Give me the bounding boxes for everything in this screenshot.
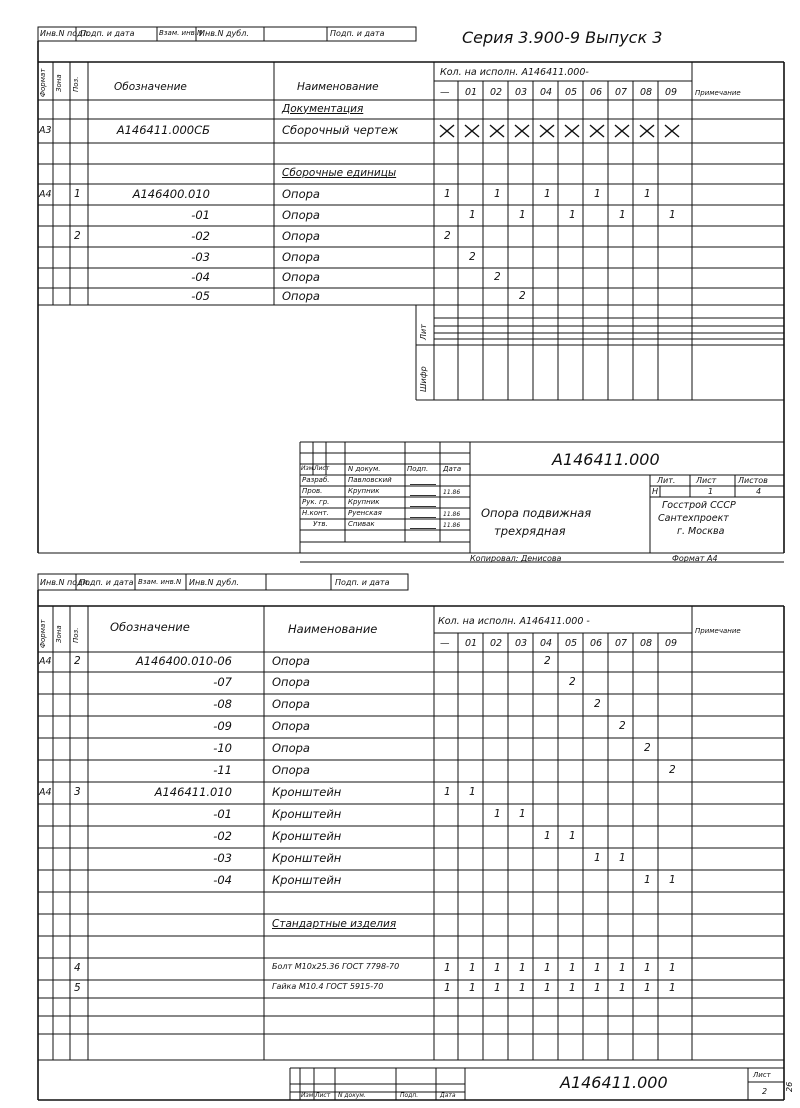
qty-cell: 2 [594,698,601,710]
qty-cell: 1 [644,962,651,974]
qty-cell: 1 [669,874,676,886]
row-format: А3 [39,125,52,136]
row-name: Кронштейн [272,785,342,799]
row-name: Документация [282,102,364,115]
tb-sheets-label: Листов [738,476,768,485]
row-designation: -05 [191,288,210,303]
row-name: Болт М10х25.36 ГОСТ 7798-70 [272,962,400,971]
tb-role-5: Утв. [313,520,328,528]
tb-title-line2: трехрядная [494,524,566,538]
ft-col-sign: Подп. [400,1092,419,1099]
variant-header-5: 05 [565,87,578,98]
variant-header-2: 02 [490,638,503,649]
ft-col-izm: Изм. [301,1092,316,1099]
row-name: Опора [282,228,320,243]
stamp2-inv-podl: Инв.N подл. [40,578,91,587]
col-designation: Обозначение [114,81,187,93]
qty-cell: 1 [519,808,526,820]
stamp-inv-podl: Инв.N подл. [40,29,91,38]
variant-header-0: — [440,638,450,649]
tb-sheet-label: Лист [696,476,717,485]
tb-sheets-value: 4 [756,487,762,496]
qty-cell: 1 [569,962,576,974]
qty-cell: 1 [619,962,626,974]
qty-cell: 1 [544,962,551,974]
col2-designation: Обозначение [110,620,190,634]
variant-header-1: 01 [465,638,478,649]
stamp2-podp-data: Подп. и дата [79,578,134,587]
variant-header-4: 04 [540,638,553,649]
row-designation: -03 [191,249,210,264]
qty-cell: 1 [519,962,526,974]
qty-cell: 1 [619,208,626,221]
row-designation: А146411.000СБ [116,123,210,137]
variant-header-6: 06 [590,638,603,649]
col2-format: Формат [39,619,47,648]
qty-cell: 1 [519,982,526,994]
row-designation: -04 [213,873,232,887]
variant-header-9: 09 [665,638,678,649]
variant-header-0: — [440,87,450,98]
cross-mark [613,124,631,138]
col-qty: Кол. на исполн. А146411.000- [440,67,589,78]
qty-cell: 1 [669,208,676,221]
qty-cell: 1 [469,962,476,974]
qty-cell: 1 [644,874,651,886]
tb-name-2: Крупник [348,487,380,495]
qty-cell: 2 [444,229,451,242]
col-zone: Зона [55,74,63,92]
row-position: 2 [74,655,81,667]
row-format: А4 [39,188,52,200]
variant-header-7: 07 [615,638,628,649]
signature-2 [410,487,436,496]
tb-sheet-value: 1 [708,487,714,496]
row-name: Гайка М10.4 ГОСТ 5915-70 [272,982,384,991]
ft-col-list: Лист [315,1092,331,1099]
col-pos: Поз. [72,76,80,92]
row-position: 1 [74,187,81,200]
row-name: Опора [272,654,310,668]
cross-mark [563,124,581,138]
signature-4 [410,509,436,518]
signature-3 [410,498,436,507]
cross-mark [488,124,506,138]
ft-sheet-label: Лист [753,1071,771,1079]
qty-cell: 1 [494,187,501,200]
variant-header-8: 08 [640,87,653,98]
variant-header-9: 09 [665,87,678,98]
row-designation: А146400.010-06 [135,654,232,668]
tb-name-4: Руенская [348,509,382,517]
qty-cell: 2 [544,655,551,667]
qty-cell: 1 [469,208,476,221]
series-title: Серия 3.900-9 Выпуск 3 [462,28,663,47]
tb-role-2: Пров. [302,487,323,495]
qty-cell: 1 [469,982,476,994]
tb-col-doc: N докум. [348,465,381,473]
tb-col-date: Дата [443,465,462,473]
row-position: 5 [74,982,81,994]
row-name: Опора [282,270,320,284]
tb-org-1: Госстрой СССР [662,500,736,511]
col2-name: Наименование [288,622,378,636]
variant-header-3: 03 [515,87,528,98]
col2-qty: Кол. на исполн. А146411.000 - [438,616,590,627]
tb-role-1: Разраб. [302,476,330,484]
row-name: Кронштейн [272,873,342,887]
col-format: Формат [39,68,47,97]
row-name: Кронштейн [272,829,342,843]
tb-lit-value: Н [652,487,659,496]
row-designation: А146400.010 [132,186,210,201]
qty-cell: 2 [644,742,651,754]
qty-cell: 1 [444,962,451,974]
qty-cell: 1 [594,187,601,200]
tb-role-4: Н.конт. [302,509,329,517]
stamp-inv-dubl: Инв.N дубл. [199,29,249,38]
variant-header-4: 04 [540,87,553,98]
row-position: 3 [74,786,81,798]
shifr-label: Шифр [419,366,428,392]
col-note: Примечание [695,89,741,97]
tb-title-line1: Опора подвижная [481,506,592,520]
stamp-vzam-inv: Взам. инв.N [159,29,203,37]
qty-cell: 2 [494,271,501,283]
stamp-podp-data-2: Подп. и дата [330,29,385,38]
signature-1 [410,476,436,485]
qty-cell: 1 [644,187,651,200]
qty-cell: 1 [644,982,651,994]
tb-name-5: Спивак [348,520,375,528]
qty-cell: 1 [619,852,626,864]
cross-mark [513,124,531,138]
tb-date-2: 11.86 [443,489,461,496]
variant-header-7: 07 [615,87,628,98]
qty-cell: 1 [669,982,676,994]
signature-5 [410,520,436,529]
tb-code: А146411.000 [552,450,660,469]
row-designation: -10 [213,741,232,755]
row-designation: -09 [213,719,232,733]
variant-header-8: 08 [640,638,653,649]
row-name: Опора [272,675,310,689]
row-name: Опора [282,207,320,222]
qty-cell: 2 [569,676,576,688]
cross-mark [663,124,681,138]
row-name: Опора [272,763,310,777]
ft-sheet-value: 2 [762,1087,768,1096]
tb-lit-label: Лит. [657,476,676,485]
row-format: А4 [39,656,52,667]
cross-mark [588,124,606,138]
qty-cell: 1 [594,852,601,864]
qty-cell: 1 [594,962,601,974]
cross-mark [538,124,556,138]
ft-code: А146411.000 [560,1073,668,1092]
lit-label: Лит [419,324,428,340]
qty-cell: 1 [544,982,551,994]
tb-col-sign: Подп. [407,465,429,473]
row-designation: -01 [191,207,210,222]
row-name: Опора [282,249,320,264]
row-name: Опора [272,741,310,755]
tb-col-izm: Изм. [301,465,316,472]
qty-cell: 1 [469,786,476,798]
row-name: Опора [272,697,310,711]
col2-note: Примечание [695,627,741,635]
side-number: 26 [785,1081,794,1092]
variant-header-3: 03 [515,638,528,649]
row-position: 4 [74,962,81,974]
col-name: Наименование [297,81,379,93]
qty-cell: 1 [569,982,576,994]
row-position: 2 [74,229,81,242]
qty-cell: 2 [619,720,626,732]
col2-pos: Поз. [72,627,80,643]
ft-col-doc: N докум. [338,1092,366,1099]
row-name: Кронштейн [272,807,342,821]
tb-org-2: Сантехпроект [658,513,729,524]
tb-name-3: Крупник [348,498,380,506]
qty-cell: 1 [569,208,576,221]
tb-col-list: Лист [314,465,330,472]
qty-cell: 1 [569,830,576,842]
row-name: Опора [282,186,320,201]
row-designation: -08 [213,697,232,711]
qty-cell: 1 [444,187,451,200]
cross-mark [438,124,456,138]
variant-header-5: 05 [565,638,578,649]
qty-cell: 1 [619,982,626,994]
qty-cell: 2 [469,250,476,263]
stamp2-podp-data-2: Подп. и дата [335,578,390,587]
qty-cell: 1 [594,982,601,994]
tb-date-4: 11.86 [443,511,461,518]
row-designation: -04 [191,270,210,284]
format-note: Формат А4 [672,554,718,563]
qty-cell: 1 [519,208,526,221]
row-format: А4 [39,787,52,798]
row-name: Опора [272,719,310,733]
qty-cell: 1 [444,786,451,798]
tb-role-3: Рук. гр. [302,498,330,506]
qty-cell: 2 [519,289,526,302]
row-designation: -07 [213,675,232,689]
row-designation: -03 [213,851,232,865]
row-name: Кронштейн [272,851,342,865]
row-name: Стандартные изделия [272,918,397,930]
row-name: Опора [282,288,320,303]
variant-header-2: 02 [490,87,503,98]
qty-cell: 1 [544,187,551,200]
qty-cell: 1 [494,808,501,820]
qty-cell: 2 [669,764,676,776]
row-designation: А146411.010 [154,785,232,799]
variant-header-1: 01 [465,87,478,98]
row-designation: -02 [191,228,210,243]
col2-zone: Зона [55,625,63,643]
row-name: Сборочный чертеж [282,123,399,137]
stamp2-inv-dubl: Инв.N дубл. [189,578,239,587]
row-name: Сборочные единицы [282,167,397,179]
tb-name-1: Павловский [348,476,392,484]
row-designation: -01 [213,807,232,821]
variant-header-6: 06 [590,87,603,98]
cross-mark [463,124,481,138]
ft-col-date: Дата [440,1092,456,1099]
qty-cell: 1 [669,962,676,974]
cross-mark [638,124,656,138]
row-designation: -02 [213,829,232,843]
row-designation: -11 [213,763,232,777]
qty-cell: 1 [494,962,501,974]
stamp-podp-data: Подп. и дата [80,29,135,38]
qty-cell: 1 [544,830,551,842]
qty-cell: 1 [444,982,451,994]
stamp2-vzam-inv: Взам. инв.N [138,578,182,586]
copied-by: Копировал: Денисова [470,554,562,563]
qty-cell: 1 [494,982,501,994]
tb-date-5: 11.86 [443,522,461,529]
tb-org-3: г. Москва [677,526,725,537]
